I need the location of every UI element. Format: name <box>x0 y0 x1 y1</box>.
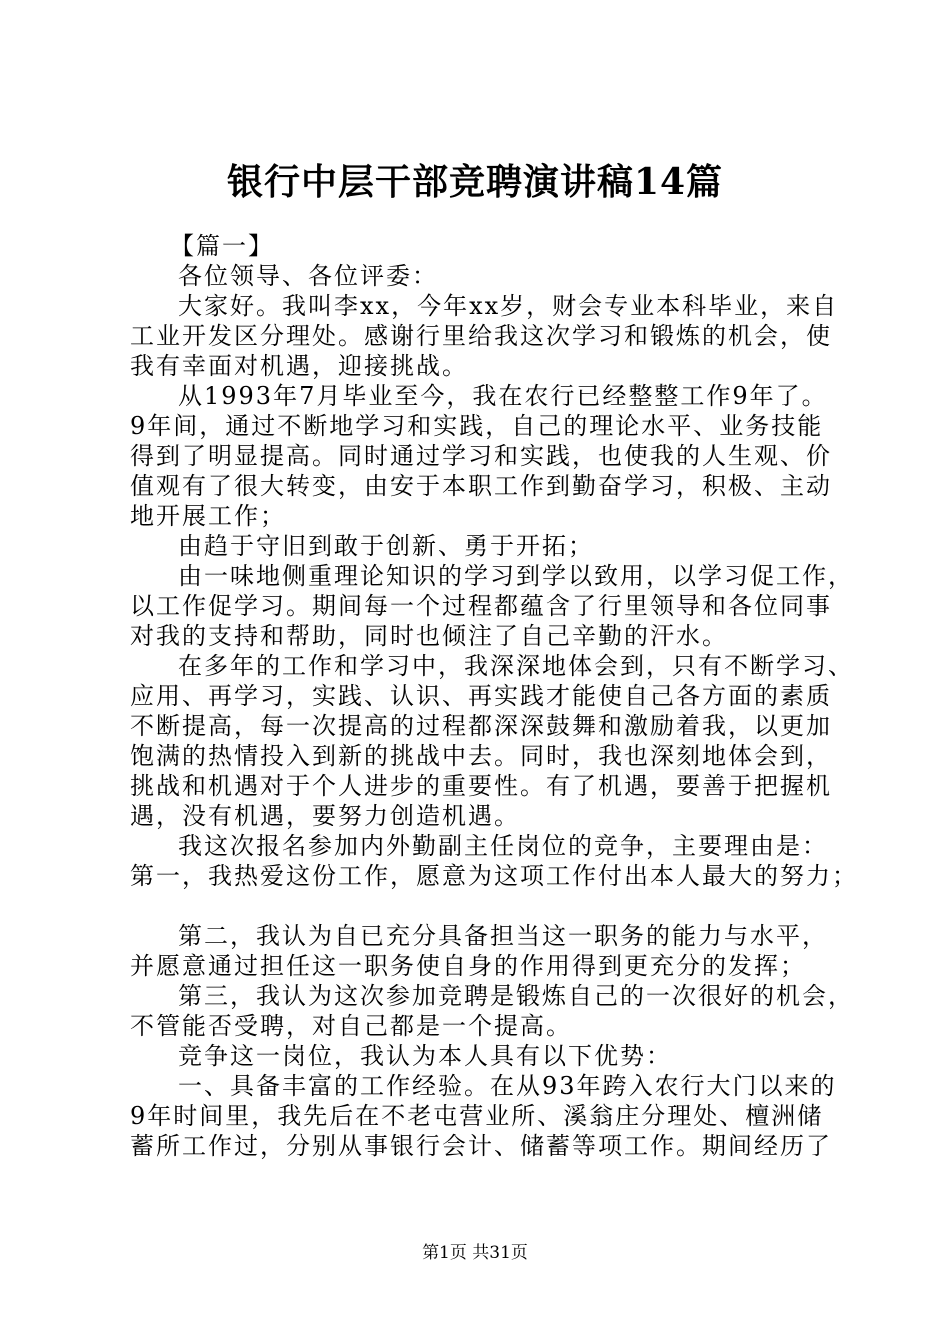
paragraph-line: 第二，我认为自已充分具备担当这一职务的能力与水平， <box>178 922 828 950</box>
paragraph-line: 以工作促学习。期间每一个过程都蕴含了行里领导和各位同事 <box>130 592 832 620</box>
paragraph-line: 在多年的工作和学习中，我深深地体会到，只有不断学习、 <box>178 652 854 680</box>
paragraph-line: 9年时间里，我先后在不老屯营业所、溪翁庄分理处、檀洲储 <box>130 1102 824 1130</box>
paragraph-line: 工业开发区分理处。感谢行里给我这次学习和锻炼的机会，使 <box>130 322 832 350</box>
paragraph-gap <box>130 891 845 921</box>
page-footer: 第1页 共31页 <box>422 1243 528 1263</box>
paragraph-line: 地开展工作； <box>130 502 286 530</box>
paragraph-line: 不管能否受聘，对自己都是一个提高。 <box>130 1012 572 1040</box>
document-title: 银行中层干部竞聘演讲稿14篇 <box>226 161 724 203</box>
paragraph-line: 第三，我认为这次参加竞聘是锻炼自己的一次很好的机会， <box>178 982 854 1010</box>
paragraph-line: 第一，我热爱这份工作，愿意为这项工作付出本人最大的努力； <box>130 862 858 890</box>
paragraph-line: 由一味地侧重理论知识的学习到学以致用，以学习促工作， <box>178 562 854 590</box>
paragraph-line: 一、具备丰富的工作经验。在从93年跨入农行大门以来的 <box>178 1072 837 1100</box>
paragraph-line: 9年间，通过不断地学习和实践，自己的理论水平、业务技能 <box>130 412 824 440</box>
paragraph-line: 对我的支持和帮助，同时也倾注了自己辛勤的汗水。 <box>130 622 728 650</box>
paragraph-line: 挑战和机遇对于个人进步的重要性。有了机遇，要善于把握机 <box>130 772 832 800</box>
paragraph-line: 并愿意通过担任这一职务使自身的作用得到更充分的发挥； <box>130 952 806 980</box>
paragraph-line: 由趋于守旧到敢于创新、勇于开拓； <box>178 532 594 560</box>
section-heading: 【篇一】 <box>170 232 274 260</box>
paragraph-line: 蓄所工作过，分别从事银行会计、储蓄等项工作。期间经历了 <box>130 1132 832 1160</box>
document-body <box>130 231 858 1161</box>
paragraph-line: 我有幸面对机遇，迎接挑战。 <box>130 352 468 380</box>
paragraph-line: 大家好。我叫李xx，今年xx岁，财会专业本科毕业，来自 <box>178 292 839 320</box>
paragraph-line: 竞争这一岗位，我认为本人具有以下优势： <box>178 1042 672 1070</box>
paragraph-line: 我这次报名参加内外勤副主任岗位的竞争，主要理由是： <box>178 832 828 860</box>
paragraph-line: 不断提高，每一次提高的过程都深深鼓舞和激励着我，以更加 <box>130 712 832 740</box>
paragraph-line: 从1993年7月毕业至今，我在农行已经整整工作9年了。 <box>178 382 828 410</box>
salutation: 各位领导、各位评委： <box>178 262 438 290</box>
paragraph-line: 值观有了很大转变，由安于本职工作到勤奋学习，积极、主动 <box>130 472 832 500</box>
paragraph-line: 得到了明显提高。同时通过学习和实践，也使我的人生观、价 <box>130 442 832 470</box>
paragraph-line: 遇，没有机遇，要努力创造机遇。 <box>130 802 520 830</box>
paragraph-line: 应用、再学习，实践、认识、再实践才能使自己各方面的素质 <box>130 682 832 710</box>
paragraph-line: 饱满的热情投入到新的挑战中去。同时，我也深刻地体会到， <box>130 742 832 770</box>
